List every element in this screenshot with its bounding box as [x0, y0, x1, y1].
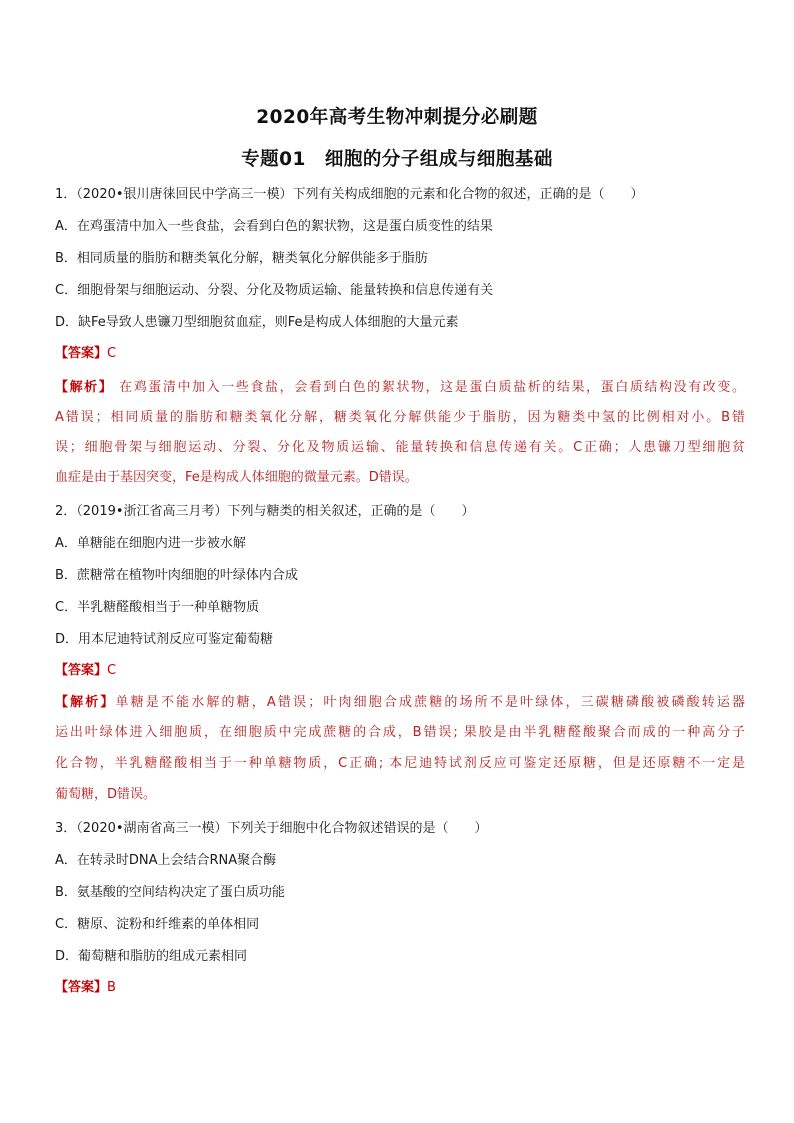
question-1-option-a: A．在鸡蛋清中加入一些食盐，会看到白色的絮状物，这是蛋白质变性的结果 [55, 219, 493, 234]
question-2-option-d: D．用本尼迪特试剂反应可鉴定葡萄糖 [55, 632, 274, 647]
question-1-answer [55, 345, 745, 363]
answer-label: 【答案】 [55, 663, 108, 678]
answer-value: C [107, 346, 117, 361]
question-2-answer [55, 662, 745, 680]
question-2-stem: 2．（2019•浙江省高三月考）下列与糖类的相关叙述，正确的是（ ） [55, 504, 475, 519]
document-title: 2020年高考生物冲刺提分必刷题 [256, 107, 538, 128]
question-1-stem: 1．（2020•银川唐徕回民中学高三一模）下列有关构成细胞的元素和化合物的叙述，正确的是（ ） [55, 187, 644, 202]
question-3-answer [55, 979, 745, 997]
question-3-stem: 3．（2020•湖南省高三一模）下列关于细胞中化合物叙述错误的是（ ） [55, 821, 488, 836]
question-2-explanation-line-2: 运出叶绿体进入细胞质，在细胞质中完成蔗糖的合成，B错误; 果胶是由半乳糖醛酸聚合而成的一种高分子 [55, 725, 745, 740]
question-1-explanation-line-4: 血症是由于基因突变，Fe是构成人体细胞的微量元素。D错误。 [55, 470, 418, 485]
question-2-explanation-line-1 [55, 694, 745, 712]
question-3-option-b: B．氨基酸的空间结构决定了蛋白质功能 [55, 885, 285, 900]
explanation-text: 在鸡蛋清中加入一些食盐，会看到白色的絮状物，这是蛋白质盐析的结果，蛋白质结构没有改变。 [113, 380, 745, 395]
question-2-explanation-line-3: 化合物，半乳糖醛酸相当于一种单糖物质，C正确; 本尼迪特试剂反应可鉴定还原糖，但是还原糖不一定是 [55, 756, 745, 771]
explanation-text: 单糖是不能水解的糖，A错误；叶肉细胞合成蔗糖的场所不是叶绿体，三碳糖磷酸被磷酸转运器 [115, 695, 745, 710]
document-subtitle: 专题01 细胞的分子组成与细胞基础 [241, 149, 553, 170]
answer-label: 【答案】 [55, 980, 108, 995]
explanation-label: 【解析】 [55, 695, 116, 710]
answer-value: B [107, 980, 116, 995]
question-1-option-d: D．缺Fe导致人患镰刀型细胞贫血症，则Fe是构成人体细胞的大量元素 [55, 315, 459, 330]
question-2-option-b: B．蔗糖常在植物叶肉细胞的叶绿体内合成 [55, 568, 298, 583]
question-1-explanation-line-2: A错误；相同质量的脂肪和糖类氧化分解，糖类氧化分解供能少于脂肪，因为糖类中氢的比例相对小。B错 [55, 410, 745, 425]
question-2-explanation-line-4: 葡萄糖，D错误。 [55, 787, 157, 802]
question-1-explanation-line-1 [55, 379, 745, 397]
question-3-option-d: D．葡萄糖和脂肪的组成元素相同 [55, 949, 248, 964]
question-3-option-c: C．糖原、淀粉和纤维素的单体相同 [55, 917, 260, 932]
explanation-label: 【解析】 [55, 380, 114, 395]
question-2-option-a: A．单糖能在细胞内进一步被水解 [55, 536, 246, 551]
answer-label: 【答案】 [55, 346, 108, 361]
question-3-option-a: A．在转录时DNA上会结合RNA聚合酶 [55, 853, 277, 868]
question-1-option-c: C．细胞骨架与细胞运动、分裂、分化及物质运输、能量转换和信息传递有关 [55, 283, 494, 298]
question-2-option-c: C．半乳糖醛酸相当于一种单糖物质 [55, 600, 260, 615]
answer-value: C [107, 663, 117, 678]
question-1-option-b: B．相同质量的脂肪和糖类氧化分解，糖类氧化分解供能多于脂肪 [55, 251, 428, 266]
question-1-explanation-line-3: 误；细胞骨架与细胞运动、分裂、分化及物质运输、能量转换和信息传递有关。C正确；人患镰刀型细胞贫 [55, 440, 745, 455]
